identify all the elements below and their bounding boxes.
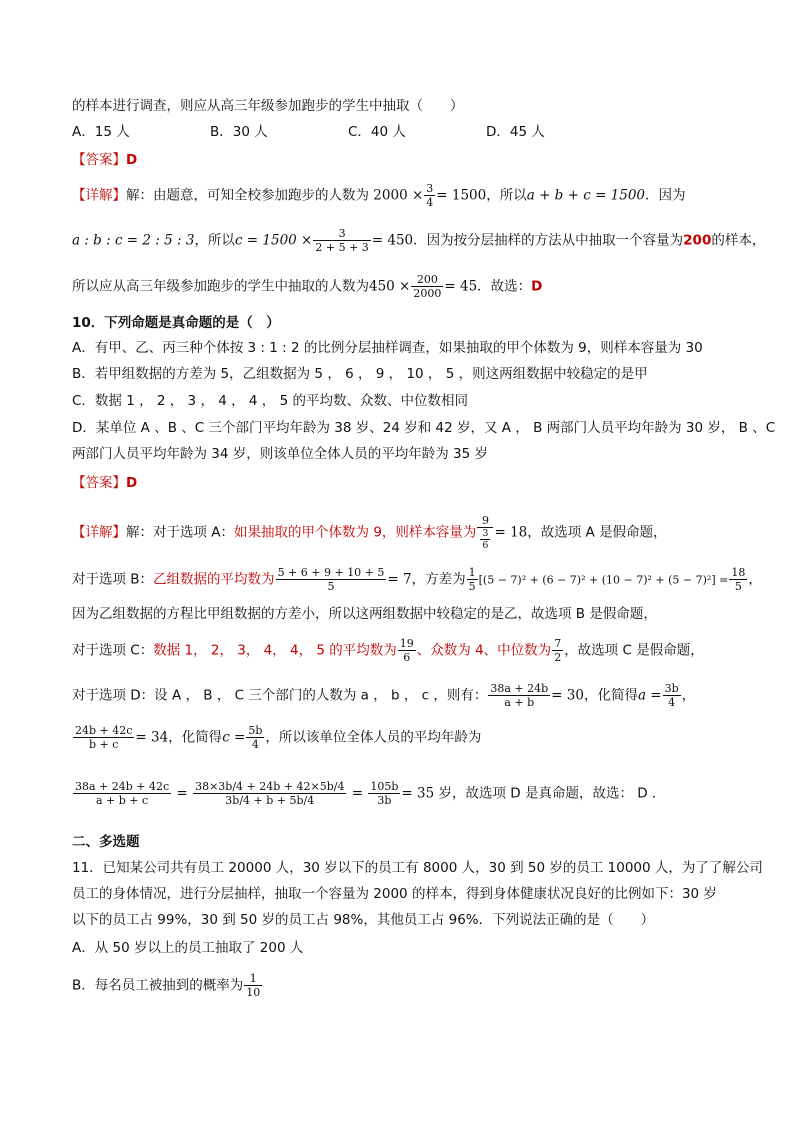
text: 所以应从高三年级参加跑步的学生中抽取的人数为 — [72, 278, 369, 295]
text: ，所以 — [194, 232, 235, 249]
text: ， — [681, 687, 696, 704]
fraction — [411, 273, 443, 300]
fraction — [398, 637, 416, 664]
frac-num: 3 — [482, 528, 489, 539]
q11-option-b — [72, 972, 263, 999]
frac-den: 3b/4 + b + 5b/4 — [225, 794, 315, 807]
math: a = — [637, 687, 662, 704]
frac-num: 18 — [731, 566, 746, 579]
q9-option-c: C．40 人 — [348, 124, 406, 140]
compound-fraction — [477, 514, 493, 551]
math: [(5 − 7)² + (6 − 7)² + (10 − 7)² + (5 − 7)²] = — [478, 573, 729, 587]
frac-num: 38×3b/4 + 24b + 42×5b/4 — [195, 780, 345, 793]
detail-label: 【详解】 — [72, 187, 126, 204]
fraction — [73, 780, 171, 807]
text: ．因为 — [645, 187, 686, 204]
text: 对于选项 D：设 A ， B ， C 三个部门的人数为 a ， b ， c ，则有： — [72, 687, 488, 704]
section-heading: 二、多选题 — [72, 834, 140, 850]
fraction — [467, 566, 478, 593]
frac-den: b + c — [88, 738, 119, 751]
text: 对于选项 C： — [72, 642, 154, 659]
frac-num: 1 — [244, 972, 262, 986]
text: 对于选项 B： — [72, 571, 154, 588]
fraction — [313, 227, 370, 254]
frac-num: 9 — [477, 514, 493, 528]
math: = 34 — [135, 729, 169, 746]
q10-stem: 10．下列命题是真命题的是（ ） — [72, 315, 280, 331]
text: ，方差为 — [411, 571, 466, 588]
q10-detail-c — [72, 637, 704, 664]
frac-den: 4 — [668, 696, 676, 709]
q9-detail-line1 — [72, 182, 686, 209]
fraction — [424, 182, 435, 209]
q11-line2: 员工的身体情况，进行分层抽样，抽取一个容量为 2000 的样本，得到身体健康状况良好的比例如下：30 岁 — [72, 886, 717, 902]
frac-den: 5 — [468, 580, 476, 593]
q9-detail-line3 — [72, 273, 542, 300]
frac-den: 4 — [426, 196, 434, 209]
math: a : b : c = 2 : 5 : 3 — [72, 232, 195, 249]
frac-num: 5b — [248, 724, 263, 737]
q9-answer — [72, 150, 137, 170]
fraction — [488, 682, 550, 709]
frac-den: 6 — [403, 651, 411, 664]
q9-options — [72, 122, 624, 142]
frac-num: 3 — [426, 182, 434, 195]
q10-answer — [72, 473, 137, 493]
q11-line3: 以下的员工占 99%，30 到 50 岁的员工占 98%，其他员工占 96%．下列说法正确的是（ ） — [72, 912, 655, 928]
detail-label: 【详解】 — [72, 524, 126, 541]
frac-den: a + b + c — [95, 794, 149, 807]
frac-den: a + b — [504, 696, 535, 709]
q9-option-a: A．15 人 — [72, 124, 130, 140]
frac-den: 2 — [554, 651, 562, 664]
answer-value: D — [126, 475, 138, 491]
text: ，故选项 A 是假命题， — [527, 524, 667, 541]
q10-detail-b-line2: 因为乙组数据的方程比甲组数据的方差小，所以这两组数据中较稳定的是乙，故选项 B 是假命题， — [72, 606, 657, 622]
text: 如果抽取的甲个体数为 9，则样本容量为 — [234, 524, 477, 541]
q10-detail-d — [72, 682, 695, 709]
math: = 45 — [444, 278, 478, 295]
text: 、众数为 4、中位数为 — [416, 642, 552, 659]
frac-num: 7 — [554, 637, 562, 650]
answer-label: 【答案】 — [72, 475, 126, 491]
text: ，所以 — [486, 187, 527, 204]
fraction — [276, 566, 387, 593]
fraction — [729, 566, 747, 593]
math: = 30 — [551, 687, 584, 704]
inner-fraction — [480, 528, 490, 551]
q9-detail-line2 — [72, 227, 765, 254]
frac-den: 2000 — [413, 287, 442, 300]
fraction — [246, 724, 264, 751]
fraction — [663, 682, 681, 709]
text: 的样本， — [711, 232, 766, 249]
text: 乙组数据的平均数为 — [153, 571, 275, 588]
compound-fraction — [193, 780, 346, 807]
text: ．故选： — [477, 278, 532, 295]
q10-option-c: C．数据 1 ， 2 ， 3 ， 4 ， 4 ， 5 的平均数、众数、中位数相同 — [72, 393, 468, 409]
answer-label: 【答案】 — [72, 152, 126, 168]
text: ．因为按分层抽样的方法从中抽取一个容量为 — [413, 232, 684, 249]
fraction — [73, 724, 134, 751]
q10-option-d-line2: 两部门人员平均年龄为 34 岁，则该单位全体人员的平均年龄为 35 岁 — [72, 446, 489, 462]
q10-detail-a — [72, 514, 667, 551]
frac-num: 38a + 24b + 42c — [75, 780, 170, 793]
fraction — [552, 637, 563, 664]
text: ，化简得 — [583, 687, 638, 704]
frac-num: 3b — [664, 682, 679, 695]
frac-den: 5 — [327, 580, 335, 593]
q11-line1: 11．已知某公司共有员工 20000 人，30 岁以下的员工有 8000 人，30 到 50 岁的员工 10000 人，为了了解公司 — [72, 860, 763, 876]
fraction — [244, 972, 262, 999]
frac-num: 38a + 24b — [490, 682, 549, 695]
text: 解：对于选项 A： — [126, 524, 235, 541]
frac-num: 105b — [370, 780, 399, 793]
q9-stem-tail: 的样本进行调查，则应从高三年级参加跑步的学生中抽取（ ） — [72, 98, 464, 114]
answer-value: D — [126, 152, 138, 168]
math: = 450 — [371, 232, 414, 249]
q10-detail-f: $\frac{38a + 24b + 42c}{a + b + c}$ = $\frac{38\times 3b/4 + 24b + 42\times 5b/4}{3b/4 + b + 5b/4}$ = $\frac{105b}{3b}$ = 35 岁，故选项 D 是真命题，故选： D ． — [75, 780, 666, 807]
math: a + b + c = 1500 — [526, 187, 646, 204]
frac-num: 200 — [411, 273, 443, 287]
frac-num: 5 + 6 + 9 + 10 + 5 — [277, 566, 385, 579]
frac-num: 1 — [468, 566, 476, 579]
math: = 7 — [387, 571, 412, 588]
frac-den — [477, 528, 493, 551]
text: ， — [748, 571, 762, 588]
frac-den: 6 — [482, 540, 489, 551]
frac-den: 4 — [251, 738, 259, 751]
fraction — [368, 780, 400, 807]
frac-den: 2 + 5 + 3 — [315, 241, 369, 254]
text: ，故选项 C 是假命题， — [564, 642, 704, 659]
math: c = 1500 × — [234, 232, 313, 249]
frac-den: 5 — [734, 580, 742, 593]
q10-option-a: A．有甲、乙、丙三种个体按 3 : 1 : 2 的比例分层抽样调查，如果抽取的甲个体数为 9，则样本容量为 30 — [72, 340, 703, 356]
math: = 18 — [494, 524, 528, 541]
frac-den: 10 — [246, 986, 261, 999]
text: B．每名员工被抽到的概率为 — [72, 977, 244, 994]
text: ，化简得 — [168, 729, 223, 746]
text: 数据 1， 2， 3， 4， 4， 5 的平均数为 — [153, 642, 397, 659]
frac-num: 24b + 42c — [75, 724, 133, 737]
math: 2000 × — [373, 187, 424, 204]
highlight-number: 200 — [683, 232, 712, 249]
math: = 35 岁 — [401, 785, 452, 802]
text: ，所以该单位全体人员的平均年龄为 — [265, 729, 482, 746]
math: c = — [222, 729, 246, 746]
text: ，故选项 D 是真命题，故选： D ． — [452, 785, 666, 802]
q10-option-b: B．若甲组数据的方差为 5，乙组数据为 5 ， 6 ， 9 ， 10 ， 5 ，则这两组数据中较稳定的是甲 — [72, 366, 648, 382]
q9-option-b: B．30 人 — [210, 124, 268, 140]
math: = 1500 — [436, 187, 487, 204]
text: 解：由题意，可知全校参加跑步的人数为 — [126, 187, 369, 204]
frac-num: 19 — [399, 637, 414, 650]
frac-den: 3b — [377, 794, 392, 807]
final-answer: D — [531, 278, 543, 295]
q10-detail-b — [72, 566, 762, 593]
frac-num: 3 — [313, 227, 370, 241]
q9-option-d: D．45 人 — [486, 124, 545, 140]
q11-option-a: A．从 50 岁以上的员工抽取了 200 人 — [72, 940, 304, 956]
q10-option-d-line1: D．某单位 A 、B 、C 三个部门平均年龄为 38 岁、24 岁和 42 岁，又 A ， B 两部门人员平均年龄为 30 岁， B 、C — [72, 420, 776, 436]
math: 450 × — [369, 278, 411, 295]
q10-detail-e — [72, 724, 481, 751]
